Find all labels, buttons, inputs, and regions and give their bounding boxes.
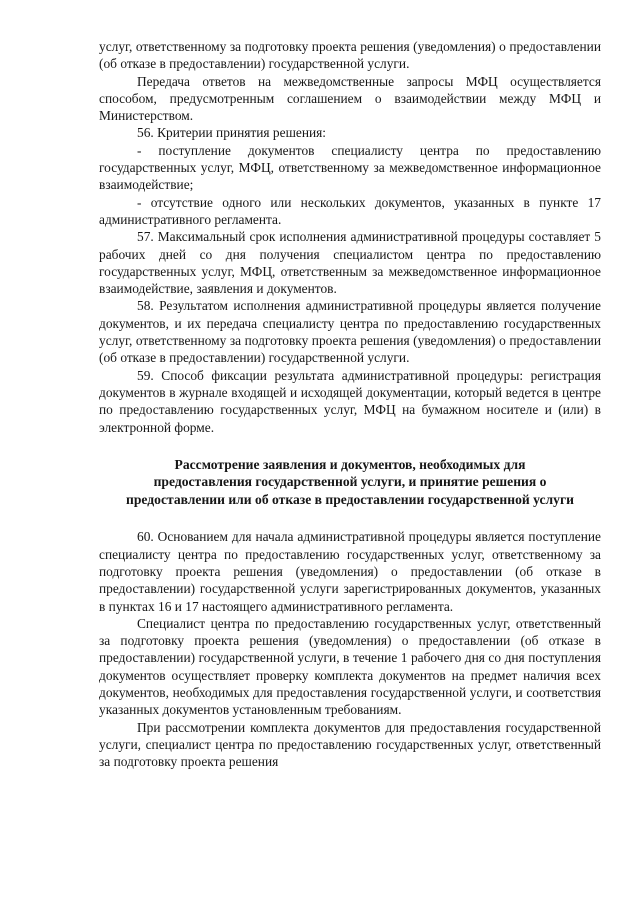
section-heading-line: предоставлении или об отказе в предоставлении государственной услуги <box>126 491 574 507</box>
paragraph: При рассмотрении комплекта документов для предоставления государственной услуги, специалист центра по предоставлению государственных услуг, ответственный за подготовку проекта решения <box>99 719 601 770</box>
paragraph: Передача ответов на межведомственные запросы МФЦ осуществляется способом, предусмотренным соглашением о взаимодействии между МФЦ и Министерством. <box>99 73 601 124</box>
section-heading-line: Рассмотрение заявления и документов, необходимых для <box>174 456 526 472</box>
paragraph: услуг, ответственному за подготовку проекта решения (уведомления) о предоставлении (об отказе в предоставлении) государственной услуги. <box>99 39 601 72</box>
document-body <box>99 38 601 770</box>
paragraph: 58. Результатом исполнения административной процедуры является получение документов, и их передача специалисту центра по предоставлению государственных услуг, ответственному за подготовку проекта решения (уведомления) о предоставлении (об отказе в предоставлении) государственной услуги. <box>99 298 601 366</box>
paragraph: Специалист центра по предоставлению государственных услуг, ответственный за подготовку проекта решения (уведомления) о предоставлении (об отказе в предоставлении) государственной услуги, в течение 1 рабочего дня со дня поступления документов осуществляет проверку комплекта документов на предмет наличия всех документов, необходимых для предоставления государственной услуги, и соответствия указанных документов установленным требованиям. <box>99 615 601 718</box>
paragraph: 60. Основанием для начала административной процедуры является поступление специалисту центра по предоставлению государственных услуг, ответственному за подготовку проекта решения (уведомления) о предоставлении (об отказе в предоставлении) государственной услуги зарегистрированных документов, указанных в пунктах 16 и 17 настоящего административного регламента. <box>99 529 601 614</box>
paragraph: - поступление документов специалисту центра по предоставлению государственных услуг, МФЦ, ответственному за межведомственное информационное взаимодействие; <box>99 142 601 193</box>
paragraph: 59. Способ фиксации результата административной процедуры: регистрация документов в журнале входящей и исходящей документации, который ведется в центре по предоставлению государственных услуг, МФЦ на бумажном носителе и (или) в электронной форме. <box>99 367 601 435</box>
paragraph: - отсутствие одного или нескольких документов, указанных в пункте 17 административного регламента. <box>99 194 601 227</box>
paragraph: 57. Максимальный срок исполнения административной процедуры составляет 5 рабочих дней со дня получения специалистом центра по предоставлению государственных услуг, МФЦ, ответственным за межведомственное информационное взаимодействие, заявления и документов. <box>99 229 601 297</box>
paragraph: 56. Критерии принятия решения: <box>137 125 327 141</box>
section-heading-line: предоставления государственной услуги, и принятие решения о <box>153 474 547 490</box>
section-heading <box>99 456 601 509</box>
